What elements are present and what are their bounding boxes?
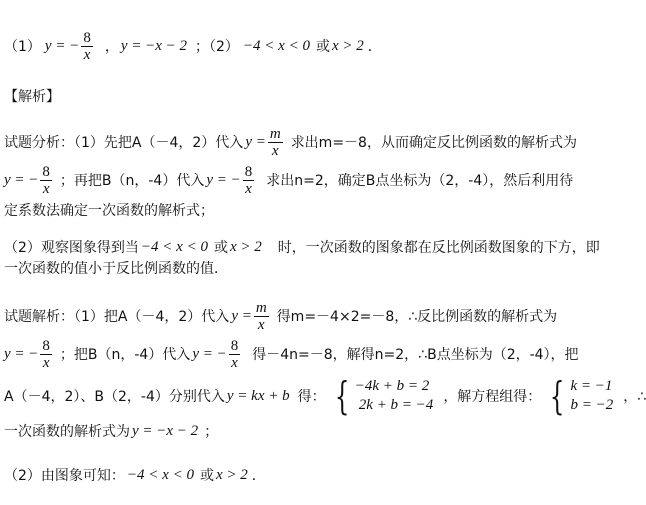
analysis-text: （2）观察图象得到当 [4,240,139,256]
analysis-line-4 [4,236,600,258]
analysis-m-over-x: $\frac{m}{x}$ [269,125,281,159]
solution-eq-lhs: y = [231,307,252,324]
analysis-ineq1: −4 < x < 0 [140,238,208,255]
answer-part1-label: （1） [4,39,41,55]
solution-ineq1: −4 < x < 0 [126,466,194,483]
solution-text: （2）由图象可知： [4,468,125,484]
analysis-eq-lhs: y = [245,133,266,150]
solution-ineq2: x > 2 [215,466,248,483]
analysis-line-1 [4,124,577,160]
system-eq-2: 2k + b = −4 [358,397,434,413]
answer-ineq1: −4 < x < 0 [242,37,310,54]
system-sol-1: k = −1 [570,378,613,394]
left-brace-icon: { [550,374,565,418]
answer-line [4,28,382,64]
answer-sep1: ， [104,39,119,55]
analysis-text: 求出m=－8，从而确定反比例函数的解析式为 [290,135,577,151]
equation-system [330,374,434,418]
solution-8-over-x: $\frac{8}{x}$ [42,337,50,371]
answer-y2: y = −x − 2 [120,37,188,54]
analysis-text: 求出n=2，确定B点坐标为（2，-4），然后利用待 [266,173,574,189]
analysis-text: ；再把B（n，-4）代入 [59,173,205,189]
answer-y1-lhs: y = − [44,37,80,54]
answer-y1-fraction: $\frac{8}{x}$ [83,29,91,63]
solution-line-4 [4,420,218,442]
solution-eq-lhs: y = − [192,345,227,362]
solution-text: 试题解析：（1）把A（－4，2）代入 [4,309,230,325]
solution-line-2 [4,336,579,372]
solution-text: ； [204,424,219,440]
solution-text: ，∴ [623,389,646,405]
analysis-or: 或 [213,240,228,256]
answer-end: ． [367,39,382,55]
solution-line-1 [4,298,557,334]
solution-linear-eq: y = kx + b [226,387,290,404]
solution-line-5 [4,464,266,486]
analysis-line-3: 定系数法确定一次函数的解析式； [4,203,214,219]
system-eq-1: −4k + b = 2 [354,378,430,394]
solution-text: A（－4，2）、B（2，-4）分别代入 [4,389,225,405]
solution-linear-result: y = −x − 2 [132,422,199,439]
solution-text: 得： [297,389,326,405]
answer-ineq2: x > 2 [331,37,364,54]
analysis-line-2 [4,162,573,198]
solution-line-3 [4,374,646,418]
solution-eq-lhs: y = − [4,345,39,362]
answer-sep2: ；（2） [195,39,239,55]
solution-text: 得－4n=－8，解得n=2，∴B点坐标为（2，-4），把 [252,347,579,363]
analysis-eq-lhs: y = − [4,171,39,188]
solution-8-over-x: $\frac{8}{x}$ [230,337,239,371]
solution-text: ，解方程组得： [443,389,542,405]
solution-text: 一次函数的解析式为 [4,424,130,440]
analysis-line-5: 一次函数的值小于反比例函数的值． [4,261,228,277]
analysis-text: 时，一次函数的图象都在反比例函数图象的下方，即 [277,240,600,256]
answer-or: 或 [315,39,330,55]
system-sol-2: b = −2 [570,397,614,413]
section-title: 【解析】 [4,89,60,105]
solution-system [545,374,614,418]
analysis-8-over-x: $\frac{8}{x}$ [244,163,253,197]
analysis-text: 试题分析：（1）先把A（－4，2）代入 [4,135,244,151]
solution-text: 得m=－4×2=－8，∴反比例函数的解析式为 [276,309,558,325]
solution-or: 或 [199,468,214,484]
solution-m-over-x: $\frac{m}{x}$ [255,299,267,333]
left-brace-icon: { [334,374,349,418]
analysis-eq-lhs: y = − [206,171,241,188]
analysis-ineq2: x > 2 [229,238,262,255]
analysis-8-over-x: $\frac{8}{x}$ [42,163,50,197]
solution-end: ． [251,468,266,484]
solution-text: ；把B（n，-4）代入 [59,347,191,363]
